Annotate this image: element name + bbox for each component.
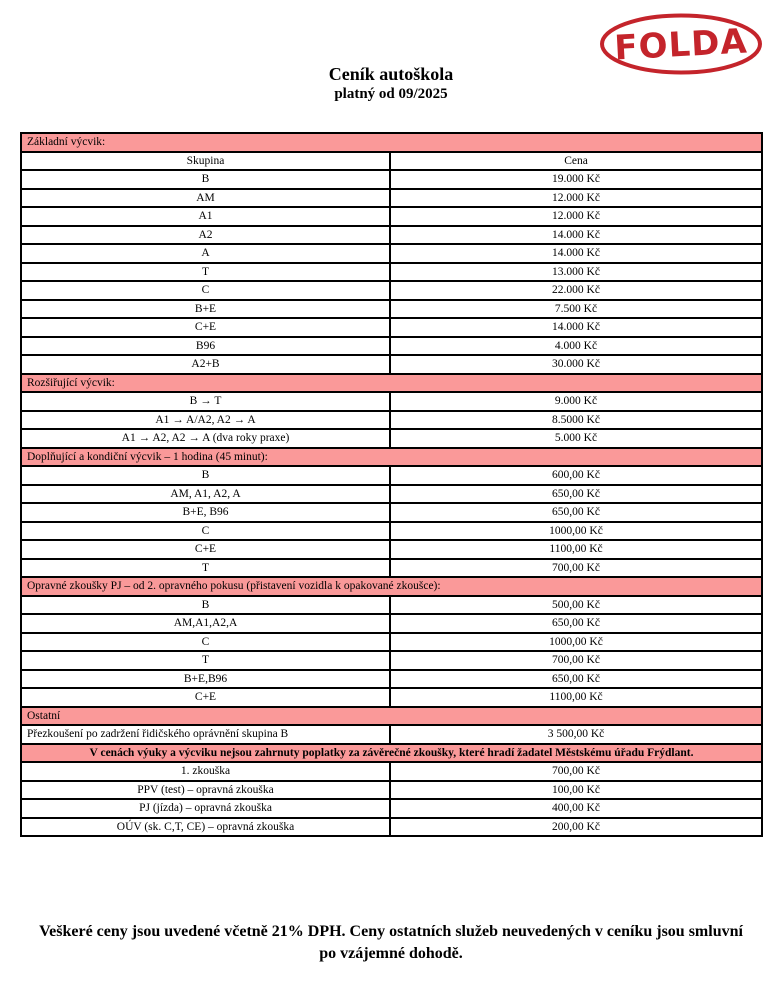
group-cell: B → T [21, 392, 390, 411]
price-cell: 700,00 Kč [390, 651, 762, 670]
price-cell: 650,00 Kč [390, 614, 762, 633]
price-table-wrap [20, 132, 763, 837]
section-header-cell: Základní výcvik: [21, 133, 762, 152]
group-cell: OÚV (sk. C,T, CE) – opravná zkouška [21, 818, 390, 837]
table-row [21, 744, 762, 763]
table-row [21, 522, 762, 541]
table-row [21, 503, 762, 522]
note-cell: V cenách výuky a výcviku nejsou zahrnuty poplatky za závěrečné zkoušky, které hradí žadatel Městskému úřadu Frýdlant. [21, 744, 762, 763]
group-cell: A2+B [21, 355, 390, 374]
table-row [21, 614, 762, 633]
price-cell: 1100,00 Kč [390, 540, 762, 559]
table-row [21, 540, 762, 559]
table-row [21, 577, 762, 596]
price-cell: 1100,00 Kč [390, 688, 762, 707]
section-header-cell: Opravné zkoušky PJ – od 2. opravného pokusu (přistavení vozidla k opakované zkoušce): [21, 577, 762, 596]
table-row [21, 651, 762, 670]
price-cell: 650,00 Kč [390, 485, 762, 504]
table-row [21, 318, 762, 337]
price-cell: 14.000 Kč [390, 226, 762, 245]
group-cell: B+E,B96 [21, 670, 390, 689]
table-row [21, 466, 762, 485]
price-cell: 19.000 Kč [390, 170, 762, 189]
table-row [21, 300, 762, 319]
page-title: Ceník autoškola [328, 64, 454, 84]
table-row [21, 707, 762, 726]
footer-note: Veškeré ceny jsou uvedené včetně 21% DPH. Ceny ostatních služeb neuvedených v ceníku jsou smluvní po vzájemné dohodě. [39, 923, 743, 962]
group-cell: AM,A1,A2,A [21, 614, 390, 633]
table-row [21, 170, 762, 189]
price-cell: 650,00 Kč [390, 503, 762, 522]
table-row [21, 355, 762, 374]
group-cell: T [21, 651, 390, 670]
table-row [21, 688, 762, 707]
price-cell: 30.000 Kč [390, 355, 762, 374]
table-row [21, 762, 762, 781]
group-cell: PPV (test) – opravná zkouška [21, 781, 390, 800]
price-cell: 14.000 Kč [390, 318, 762, 337]
price-cell: 650,00 Kč [390, 670, 762, 689]
group-cell: AM, A1, A2, A [21, 485, 390, 504]
group-cell: B [21, 596, 390, 615]
price-cell: 5.000 Kč [390, 429, 762, 448]
table-row [21, 429, 762, 448]
table-row [21, 374, 762, 393]
price-cell: 7.500 Kč [390, 300, 762, 319]
group-cell: PJ (jízda) – opravná zkouška [21, 799, 390, 818]
group-cell: T [21, 263, 390, 282]
table-row [21, 207, 762, 226]
price-cell: 12.000 Kč [390, 189, 762, 208]
group-cell: Přezkoušení po zadržení řidičského oprávnění skupina B [21, 725, 390, 744]
table-row [21, 799, 762, 818]
group-cell: A1 [21, 207, 390, 226]
group-cell: T [21, 559, 390, 578]
table-row [21, 781, 762, 800]
table-row [21, 189, 762, 208]
table-row [21, 633, 762, 652]
table-row [21, 596, 762, 615]
group-cell: 1. zkouška [21, 762, 390, 781]
group-cell: C+E [21, 688, 390, 707]
column-header-price: Cena [390, 152, 762, 171]
price-cell: 9.000 Kč [390, 392, 762, 411]
table-row [21, 725, 762, 744]
price-cell: 22.000 Kč [390, 281, 762, 300]
group-cell: B [21, 466, 390, 485]
price-cell: 4.000 Kč [390, 337, 762, 356]
price-cell: 700,00 Kč [390, 762, 762, 781]
table-row [21, 244, 762, 263]
group-cell: C [21, 522, 390, 541]
price-cell: 3 500,00 Kč [390, 725, 762, 744]
price-cell: 100,00 Kč [390, 781, 762, 800]
price-cell: 600,00 Kč [390, 466, 762, 485]
price-cell: 1000,00 Kč [390, 633, 762, 652]
table-row [21, 392, 762, 411]
group-cell: A2 [21, 226, 390, 245]
price-cell: 700,00 Kč [390, 559, 762, 578]
table-row [21, 133, 762, 152]
table-row [21, 670, 762, 689]
table-row [21, 559, 762, 578]
price-cell: 14.000 Kč [390, 244, 762, 263]
price-cell: 200,00 Kč [390, 818, 762, 837]
page-subtitle: platný od 09/2025 [334, 86, 448, 102]
group-cell: AM [21, 189, 390, 208]
title-block [0, 63, 782, 104]
section-header-cell: Doplňující a kondiční výcvik – 1 hodina (45 minut): [21, 448, 762, 467]
table-row [21, 337, 762, 356]
section-header-cell: Rozšiřující výcvik: [21, 374, 762, 393]
table-row [21, 448, 762, 467]
price-cell: 8.5000 Kč [390, 411, 762, 430]
group-cell: B+E, B96 [21, 503, 390, 522]
section-header-cell: Ostatní [21, 707, 762, 726]
group-cell: B [21, 170, 390, 189]
group-cell: A1 → A/A2, A2 → A [21, 411, 390, 430]
group-cell: C+E [21, 540, 390, 559]
table-row [21, 263, 762, 282]
group-cell: B+E [21, 300, 390, 319]
group-cell: A1 → A2, A2 → A (dva roky praxe) [21, 429, 390, 448]
price-cell: 1000,00 Kč [390, 522, 762, 541]
table-row [21, 152, 762, 171]
price-cell: 400,00 Kč [390, 799, 762, 818]
column-header-group: Skupina [21, 152, 390, 171]
group-cell: C [21, 281, 390, 300]
group-cell: C+E [21, 318, 390, 337]
table-row [21, 226, 762, 245]
price-table [20, 132, 763, 837]
logo-text: FOLDA [613, 21, 749, 69]
table-row [21, 485, 762, 504]
table-row [21, 411, 762, 430]
table-row [21, 818, 762, 837]
group-cell: A [21, 244, 390, 263]
table-row [21, 281, 762, 300]
price-cell: 13.000 Kč [390, 263, 762, 282]
group-cell: B96 [21, 337, 390, 356]
price-cell: 12.000 Kč [390, 207, 762, 226]
price-table-body [21, 133, 762, 836]
group-cell: C [21, 633, 390, 652]
price-cell: 500,00 Kč [390, 596, 762, 615]
